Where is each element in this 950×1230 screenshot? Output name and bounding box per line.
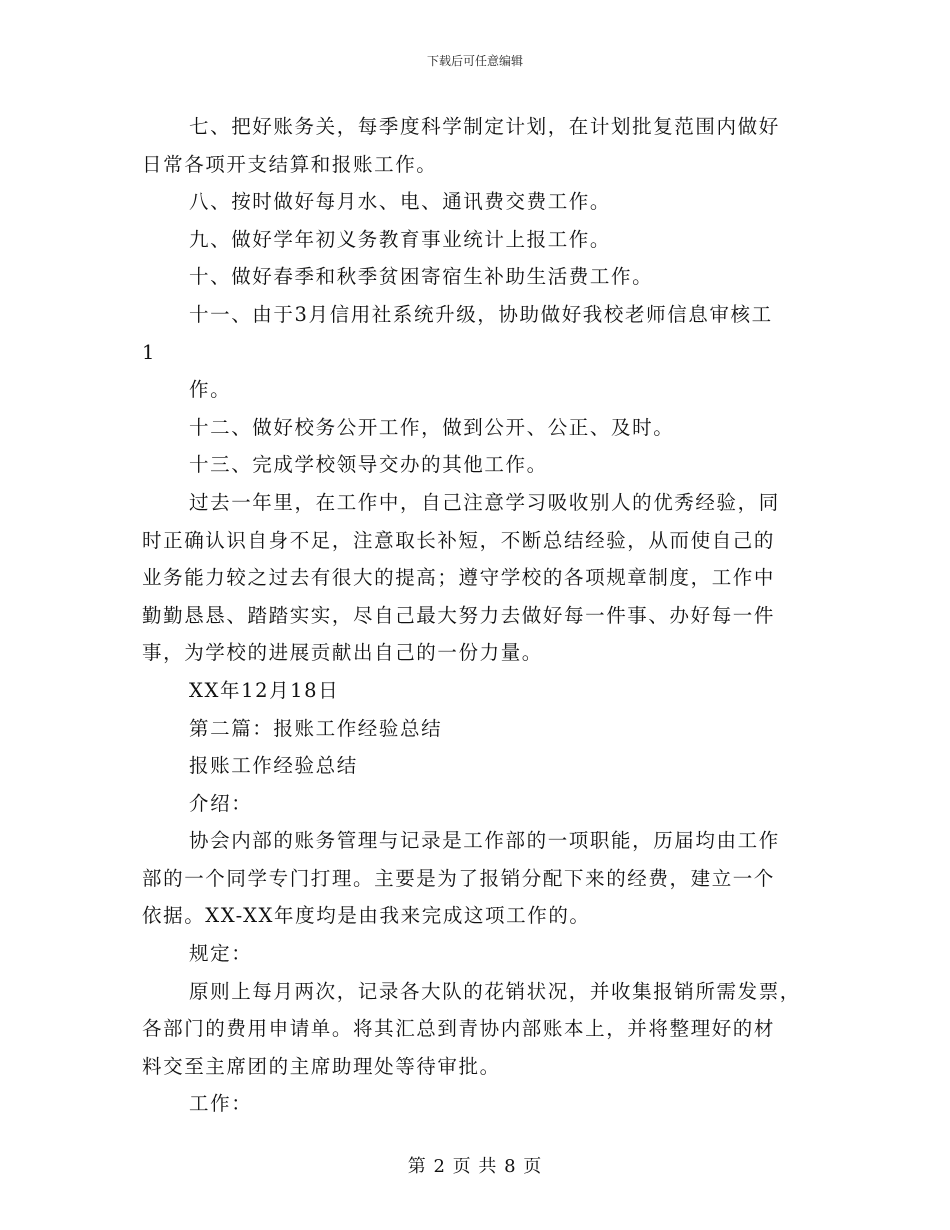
paragraph-line: 十三、完成学校领导交办的其他工作。 [189,453,548,477]
section-heading: 第二篇：报账工作经验总结 [189,716,443,740]
paragraph-line: 时正确认识自身不足，注意取长补短，不断总结经验，从而使自己的 [142,528,776,552]
paragraph-line: 各部门的费用申请单。将其汇总到青协内部账本上，并将整理好的材 [142,1017,776,1041]
document-body [142,108,808,1123]
subsection-label: 工作： [189,1092,253,1116]
paragraph-line: 作。 [189,378,232,402]
section-title: 报账工作经验总结 [189,754,358,778]
paragraph-line: 十二、做好校务公开工作，做到公开、公正、及时。 [189,415,675,439]
paragraph-line: 过去一年里，在工作中，自己注意学习吸收别人的优秀经验，同 [189,490,780,514]
paragraph-line: 九、做好学年初义务教育事业统计上报工作。 [189,227,612,251]
page-footer: 第 2 页 共 8 页 [407,1156,543,1177]
paragraph-line: 料交至主席团的主席助理处等待审批。 [142,1054,501,1078]
paragraph-line: 事，为学校的进展贡献出自己的一份力量。 [142,641,543,665]
paragraph-line: 协会内部的账务管理与记录是工作部的一项职能，历届均由工作 [189,829,780,853]
page-break-number: 1 [142,340,157,364]
subsection-label: 介绍： [189,791,253,815]
paragraph-line: 勤勤恳恳、踏踏实实，尽自己最大努力去做好每一件事、办好每一件 [142,603,776,627]
paragraph-line: 业务能力较之过去有很大的提高；遵守学校的各项规章制度，工作中 [142,566,776,590]
paragraph-line: 十、做好春季和秋季贫困寄宿生补助生活费工作。 [189,265,654,289]
paragraph-line: 日常各项开支结算和报账工作。 [142,152,438,176]
paragraph-line: 八、按时做好每月水、电、通讯费交费工作。 [189,190,612,214]
subsection-label: 规定： [189,942,253,966]
paragraph-line: 部的一个同学专门打理。主要是为了报销分配下来的经费，建立一个 [142,866,776,890]
paragraph-line: 原则上每月两次，记录各大队的花销状况，并收集报销所需发票， [189,979,801,1003]
date-line: XX年12月18日 [189,678,340,702]
page-header: 下载后可任意编辑 [426,54,523,68]
paragraph-line: 七、把好账务关，每季度科学制定计划，在计划批复范围内做好 [189,115,780,138]
paragraph-line: 依据。XX-XX年度均是由我来完成这项工作的。 [142,904,591,928]
paragraph-line: 十一、由于3月信用社系统升级，协助做好我校老师信息审核工 [189,302,773,326]
